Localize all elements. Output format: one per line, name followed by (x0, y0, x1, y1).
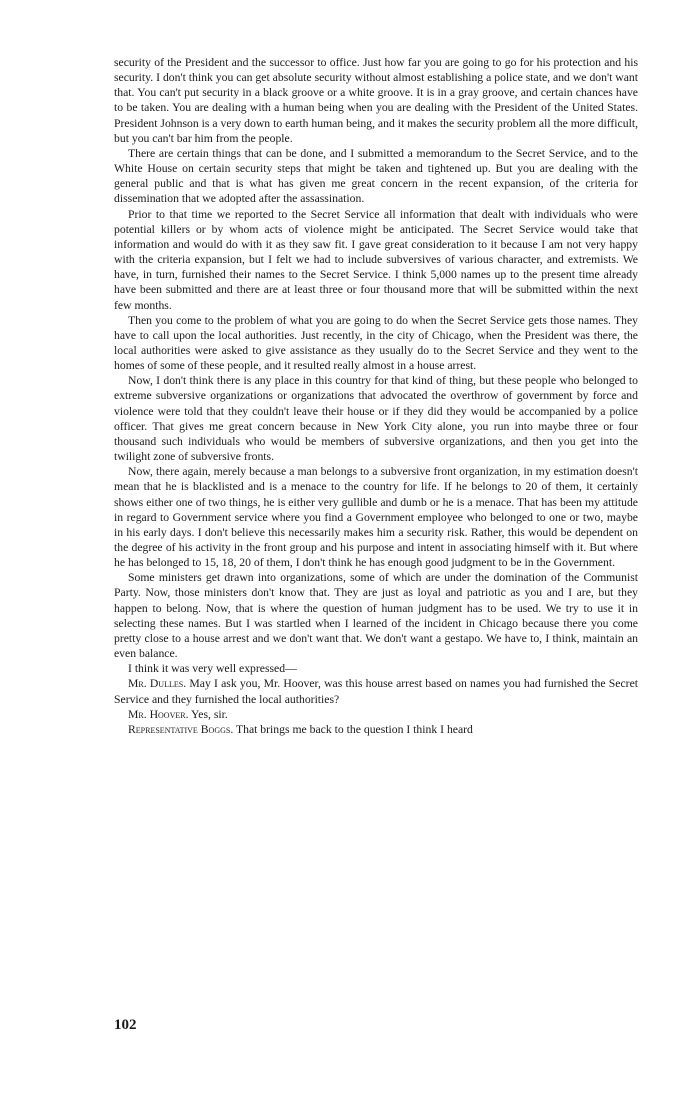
paragraph: Prior to that time we reported to the Secret Service all information that dealt with individuals who were potential killers or by whom acts of violence might be anticipated. The Secret Service would take that information and would do with it as they saw fit. I gave great consideration to it because I am not very happy with the criteria expansion, but I felt we had to include subversives of various character, and extremists. We have, in turn, furnished their names to the Secret Service. I think 5,000 names up to the present time already have been submitted and there are at least three or four thousand more that will be submitted within the next few months. (114, 207, 638, 312)
speaker-name: Representative Boggs. (128, 722, 234, 736)
exchange (114, 722, 638, 737)
paragraph: I think it was very well expressed— (128, 662, 297, 676)
paragraph: Then you come to the problem of what you are going to do when the Secret Service gets those names. They have to call upon the local authorities. Just recently, in the city of Chicago, when the President was there, the local authorities were asked to give assistance as they usually do to the Secret Service and they went to the homes of some of these people, and it resulted really almost in a house arrest. (114, 313, 638, 373)
paragraph: Now, I don't think there is any place in this country for that kind of thing, but these people who belonged to extreme subversive organizations or organizations that advocated the overthrow of government by force and violence were told that they couldn't leave their house or if they did they would be accompanied by a police officer. That gives me great concern because in New York City alone, you run into maybe three or four thousand such individuals who would be members of subversive organizations, and then you get into the twilight zone of subversive fronts. (114, 374, 638, 464)
paragraph: Now, there again, merely because a man belongs to a subversive front organization, in my estimation doesn't mean that he is blacklisted and is a menace to the country for life. If he belongs to 20 of them, it certainly shows either one of two things, he is either very gullible and dumb or he is a menace. That has been my attitude in regard to Government service where you find a Government employee who belonged to one or two, maybe in his early days. I don't believe this necessarily makes him a security risk. Rather, this would be dependent on the degree of his activity in the front group and his purpose and intent in associating himself with it. But where he has belonged to 15, 18, 20 of them, I don't think he has enough good judgment to be in the Government. (114, 465, 638, 570)
page-number: 102 (114, 1017, 137, 1033)
speaker-name: Mr. Hoover. (128, 707, 189, 721)
paragraph: Some ministers get drawn into organizations, some of which are under the domination of the Communist Party. Now, those ministers don't know that. They are just as loyal and patriotic as you and I are, but they happen to belong. Now, that is where the question of human judgment has to be used. We try to use it in selecting these names. But I was startled when I learned of the incident in Chicago because there you come pretty close to a house arrest and we don't want that. We don't want a gestapo. We have to, I think, maintain an even balance. (114, 571, 638, 661)
paragraph: There are certain things that can be done, and I submitted a memorandum to the Secret Service, and to the White House on certain security steps that might be taken and tightened up. But you are dealing with the general public and that is what has given me great concern in the recent expansion, of the criteria for dissemination that we adopted after the assassination. (114, 146, 638, 206)
exchange (114, 707, 638, 722)
document-body (114, 55, 638, 737)
paragraph: security of the President and the successor to office. Just how far you are going to go for his protection and his security. I don't think you can get absolute security without almost establishing a police state, and we don't want that. You can't put security in a black groove or a white groove. It is in a gray groove, and certain chances have to be taken. You are dealing with a human being when you are dealing with the President of the United States. President Johnson is a very down to earth human being, and it makes the security problem all the more difficult, but you can't bar him from the people. (114, 56, 638, 145)
exchange-text: Yes, sir. (191, 707, 228, 721)
exchange-text: May I ask you, Mr. Hoover, was this house arrest based on names you had furnished the Secret Service and they furnished the local authorities? (114, 677, 639, 706)
exchange (114, 676, 638, 706)
exchange-text: That brings me back to the question I think I heard (235, 722, 473, 736)
speaker-name: Mr. Dulles. (128, 677, 187, 691)
